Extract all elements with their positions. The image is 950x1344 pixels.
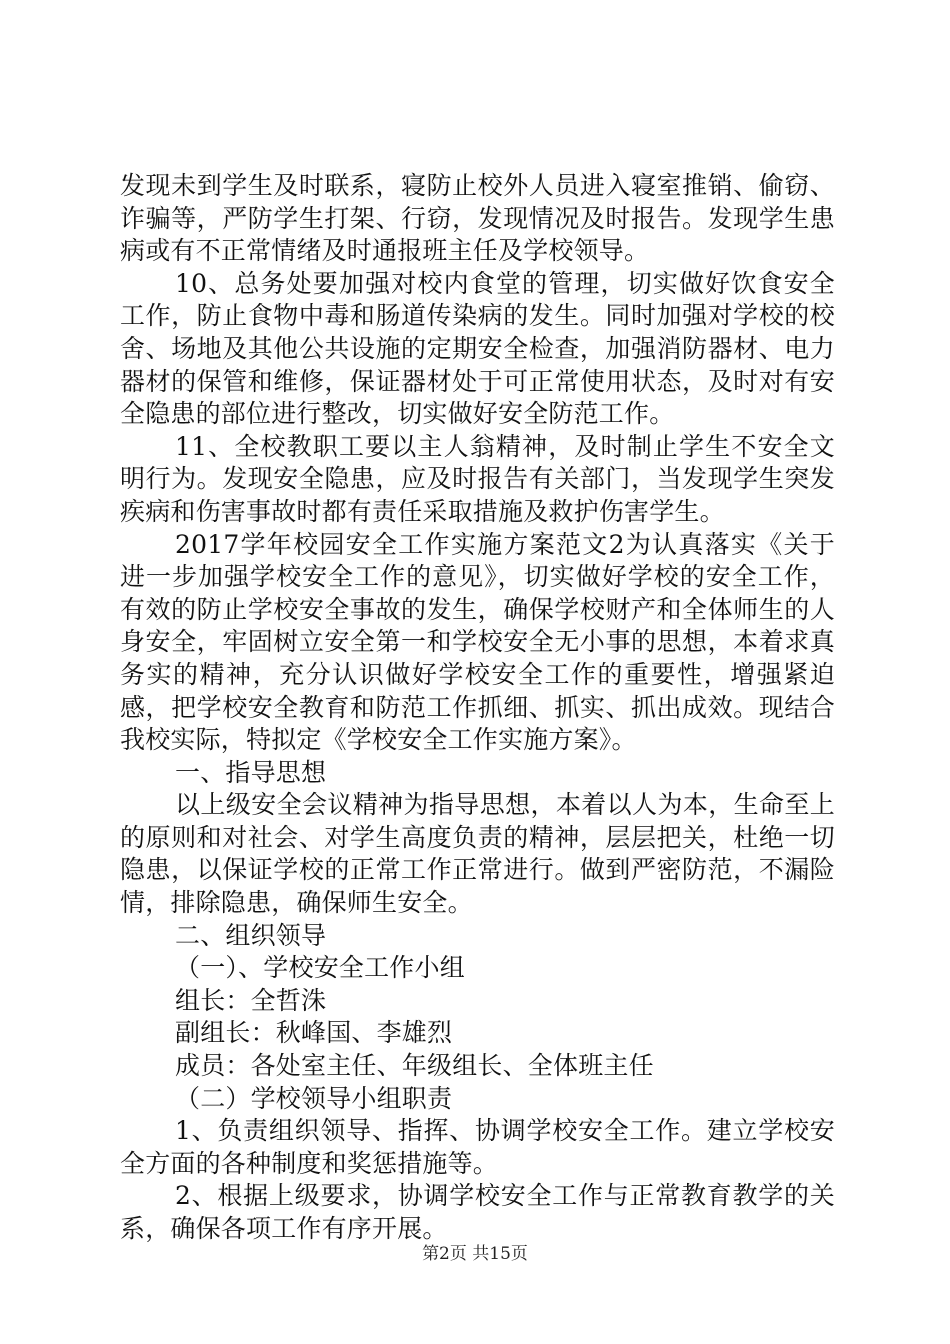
document-body — [120, 170, 835, 1246]
duty-item-1: 1、负责组织领导、指挥、协调学校安全工作。建立学校安全方面的各种制度和奖惩措施等。 — [120, 1116, 835, 1178]
heading-organization: 二、组织领导 — [175, 920, 327, 950]
paragraph-item-10: 10、总务处要加强对校内食堂的管理，切实做好饮食安全工作，防止食物中毒和肠道传染病的发生。同时加强对学校的校舍、场地及其他公共设施的定期安全检查，加强消防器材、电力器材的保管和维修，保证器材处于可正常使用状态，及时对有安全隐患的部位进行整改，切实做好安全防范工作。 — [120, 268, 835, 429]
deputy-leader-line: 副组长：秋峰国、李雄烈 — [175, 1018, 453, 1048]
subheading-safety-group: （一）、学校安全工作小组 — [175, 953, 465, 983]
duty-item-2: 2、根据上级要求，协调学校安全工作与正常教育教学的关系，确保各项工作有序开展。 — [120, 1181, 835, 1243]
group-leader-line: 组长：全哲洙 — [175, 985, 327, 1015]
page-number-footer: 第2页 共15页 — [422, 1244, 528, 1264]
paragraph-plan-intro: 2017学年校园安全工作实施方案范文2为认真落实《关于进一步加强学校安全工作的意见》，切实做好学校的安全工作，有效的防止学校安全事故的发生，确保学校财产和全体师生的人身安全，牢固树立安全第一和学校安全无小事的思想，本着求真务实的精神，充分认识做好学校安全工作的重要性，增强紧迫感，把学校安全教育和防范工作抓细、抓实、抓出成效。现结合我校实际，特拟定《学校安全工作实施方案》。 — [120, 529, 835, 755]
paragraph-student-supervision: 发现未到学生及时联系，寝防止校外人员进入寝室推销、偷窃、诈骗等，严防学生打架、行窃，发现情况及时报告。发现学生患病或有不正常情绪及时通报班主任及学校领导。 — [120, 171, 835, 266]
members-line: 成员：各处室主任、年级组长、全体班主任 — [175, 1051, 654, 1081]
paragraph-guiding-thought: 以上级安全会议精神为指导思想，本着以人为本，生命至上的原则和对社会、对学生高度负责的精神，层层把关，杜绝一切隐患，以保证学校的正常工作正常进行。做到严密防范，不漏险情，排除隐患，确保师生安全。 — [120, 790, 835, 918]
subheading-leadership-duties: （二）学校领导小组职责 — [175, 1083, 453, 1113]
heading-guiding-thought: 一、指导思想 — [175, 757, 327, 787]
paragraph-item-11: 11、全校教职工要以主人翁精神，及时制止学生不安全文明行为。发现安全隐患，应及时报告有关部门，当发现学生突发疾病和伤害事故时都有责任采取措施及救护伤害学生。 — [120, 431, 835, 526]
